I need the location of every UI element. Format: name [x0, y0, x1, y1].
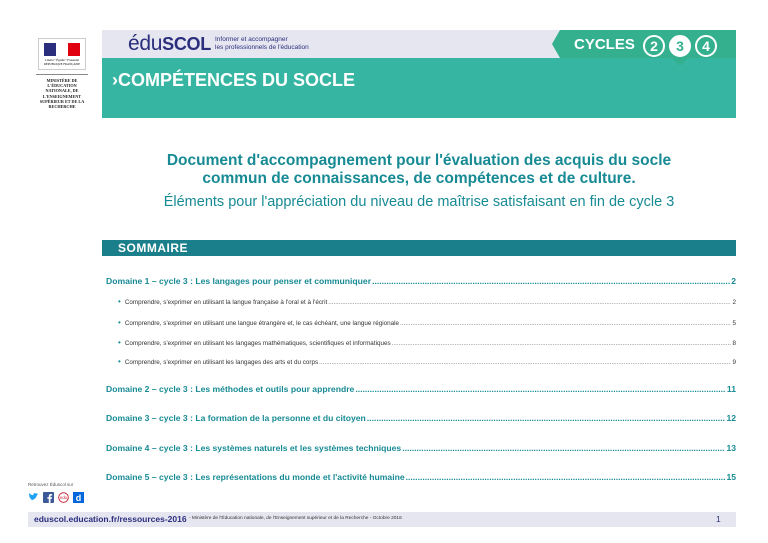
document-title-line1: Document d'accompagnement pour l'évaluation des acquis du socle [166, 152, 672, 169]
toc-label: Domaine 3 – cycle 3 : La formation de la personne et du citoyen [106, 413, 366, 423]
republique-francaise-logo [38, 38, 86, 70]
toc-entry-sub-3[interactable] [118, 338, 736, 347]
toc-leader [400, 320, 731, 327]
eduscol-logo[interactable] [128, 32, 211, 56]
eduscol-tagline [215, 36, 309, 52]
toc-label: Comprendre, s'exprimer en utilisant les langages des arts et du corps [124, 359, 319, 366]
d-icon[interactable] [73, 492, 84, 503]
bullet-icon: • [118, 318, 121, 327]
social-caption: Retrouvez Éduscol sur [28, 482, 74, 487]
bullet-icon: • [118, 338, 121, 347]
bullet-icon: • [118, 297, 121, 306]
svg-text:edu: edu [60, 495, 67, 501]
toc-page: 12 [726, 413, 736, 423]
toc-page: 2 [731, 276, 736, 286]
logo-light-text: édu [128, 32, 163, 55]
document-title [102, 152, 736, 188]
toc-leader [319, 359, 731, 366]
dailymotion-icon[interactable] [58, 492, 69, 503]
tricolor-flag-icon [44, 43, 80, 56]
document-title-line2: commun de connaissances, de compétences et de culture. [202, 170, 636, 187]
ministry-name: MINISTÈRE DE L'ÉDUCATION NATIONALE, DE L'ENSEIGNEMENT SUPÉRIEUR ET DE LA RECHERCHE [36, 74, 88, 109]
toc-label: Domaine 4 – cycle 3 : Les systèmes naturels et les systèmes techniques [106, 443, 402, 453]
tagline-line1: Informer et accompagner [215, 36, 288, 43]
toc-entry-domain-2[interactable] [106, 384, 736, 394]
toc-page: 11 [726, 384, 736, 394]
cycle-2-button[interactable]: 2 [643, 35, 665, 57]
toc-label: Comprendre, s'exprimer en utilisant une langue étrangère et, le cas échéant, une langue régionale [124, 320, 400, 327]
toc-page: 8 [732, 340, 736, 347]
page-number: 1 [716, 514, 721, 524]
active-cycle-pointer [672, 58, 688, 66]
toc-page: 2 [732, 299, 736, 306]
tagline-line2: les professionnels de l'éducation [215, 44, 309, 51]
toc-label: Domaine 5 – cycle 3 : Les représentations du monde et l'activité humaine [106, 472, 405, 482]
toc-leader [406, 472, 726, 482]
toc-entry-domain-3[interactable] [106, 413, 736, 423]
cycle-4-button[interactable]: 4 [695, 35, 717, 57]
bullet-icon: • [118, 357, 121, 366]
toc-label: Comprendre, s'exprimer en utilisant les langages mathématiques, scientifiques et informatiques [124, 340, 391, 347]
toc-leader [392, 340, 732, 347]
toc-entry-domain-1[interactable] [106, 276, 736, 286]
logo-bold-text: SCOL [162, 34, 211, 54]
toc-label: Comprendre, s'exprimer en utilisant la langue française à l'oral et à l'écrit [124, 299, 328, 306]
toc-label: Domaine 1 – cycle 3 : Les langages pour penser et communiquer [106, 276, 372, 286]
toc-page: 9 [732, 359, 736, 366]
toc-leader [372, 276, 730, 286]
toc-page: 13 [726, 443, 736, 453]
sommaire-bar [102, 240, 736, 256]
facebook-icon[interactable] [43, 492, 54, 503]
twitter-icon[interactable] [28, 492, 39, 503]
sommaire-heading: SOMMAIRE [118, 241, 188, 255]
toc-entry-sub-1[interactable] [118, 297, 736, 306]
toc-entry-domain-5[interactable] [106, 472, 736, 482]
toc-page: 5 [732, 320, 736, 327]
toc-leader [402, 443, 725, 453]
toc-leader [355, 384, 726, 394]
toc-entry-domain-4[interactable] [106, 443, 736, 453]
toc-entry-sub-2[interactable] [118, 318, 736, 327]
cycles-label: CYCLES [574, 36, 635, 53]
toc-label: Domaine 2 – cycle 3 : Les méthodes et outils pour apprendre [106, 384, 355, 394]
cycle-3-button[interactable]: 3 [669, 35, 691, 57]
footer-link[interactable]: eduscol.education.fr/ressources-2016 [34, 514, 187, 524]
republic-motto: Liberté • Égalité • Fraternité RÉPUBLIQUE FRANÇAISE [43, 58, 81, 66]
toc-entry-sub-4[interactable] [118, 357, 736, 366]
section-title: ›COMPÉTENCES DU SOCLE [112, 70, 356, 90]
toc-page: 15 [726, 472, 736, 482]
svg-text:d: d [75, 493, 82, 503]
footer-credits: - Ministère de l'Éducation nationale, de l'Enseignement supérieur et de la Recherche - Octobre 2016 [189, 516, 402, 521]
toc-leader [367, 413, 726, 423]
toc-leader [328, 299, 731, 306]
document-subtitle: Éléments pour l'appréciation du niveau de maîtrise satisfaisant en fin de cycle 3 [163, 194, 675, 210]
